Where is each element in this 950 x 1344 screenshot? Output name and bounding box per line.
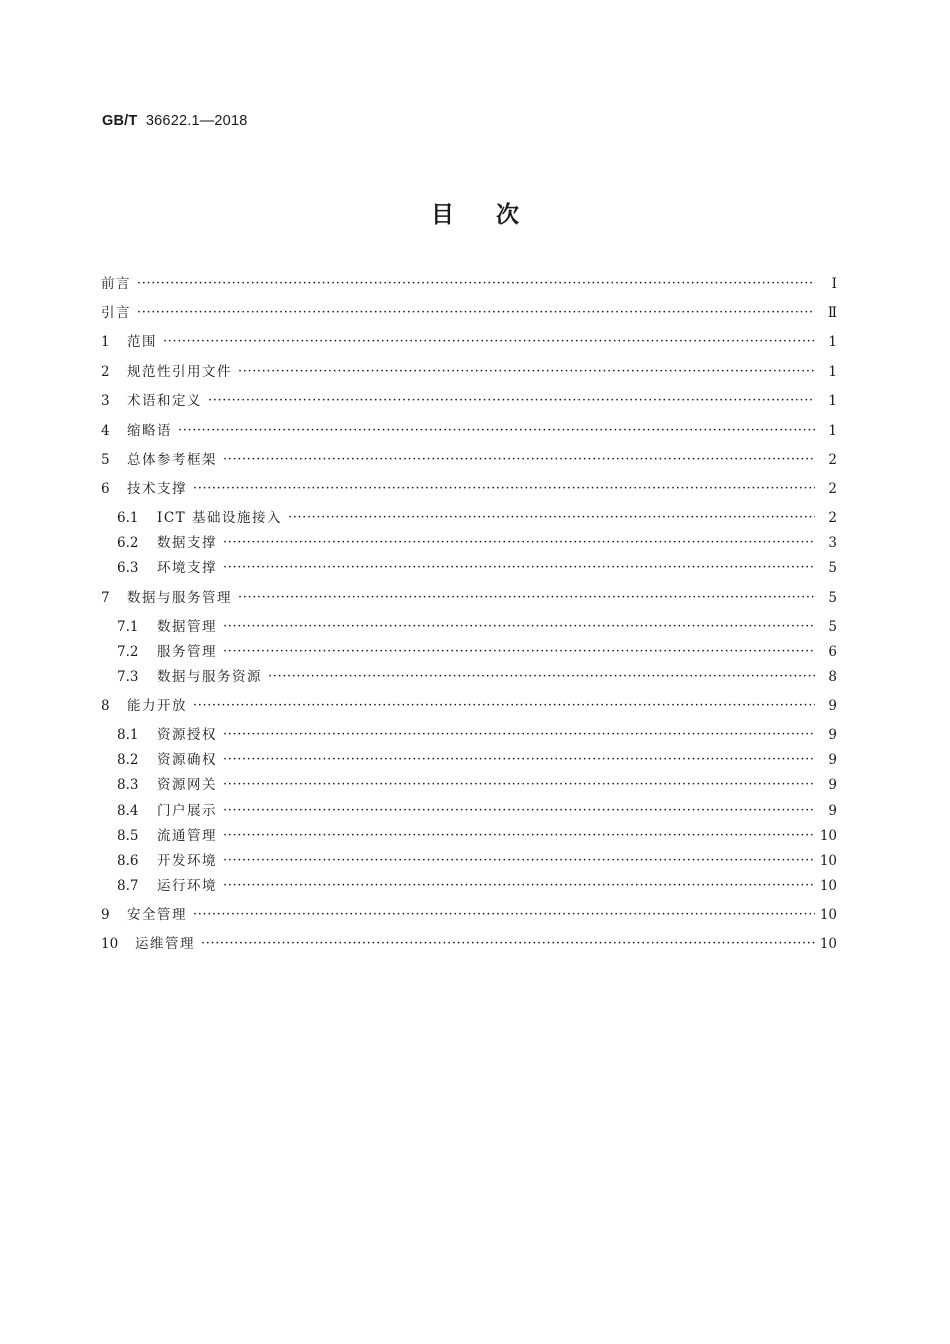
toc-entry-page: 2 <box>828 510 837 526</box>
toc-entry-label: ICT 基础设施接入 <box>157 510 282 526</box>
toc-entry-page: 10 <box>819 907 837 923</box>
toc-entry-label: 术语和定义 <box>127 393 202 409</box>
toc-entry[interactable] <box>117 724 837 746</box>
toc-entry-label: 数据支撑 <box>157 535 217 551</box>
toc-entry-label: 规范性引用文件 <box>127 364 232 380</box>
toc-leader-dots <box>238 587 815 609</box>
toc-entry[interactable] <box>101 478 837 500</box>
toc-entry-page: 5 <box>828 560 837 576</box>
toc-entry-number: 6.1 <box>117 510 139 526</box>
toc-entry-label: 资源确权 <box>157 752 217 768</box>
toc-entry[interactable] <box>101 331 837 353</box>
toc-leader-dots <box>201 933 815 955</box>
toc-entry-number: 3 <box>101 393 110 409</box>
toc-entry[interactable] <box>101 904 837 926</box>
toc-entry[interactable] <box>117 749 837 771</box>
toc-entry[interactable] <box>117 557 837 579</box>
toc-entry-label: 数据与服务资源 <box>157 669 262 685</box>
toc-entry-label: 能力开放 <box>127 698 187 714</box>
toc-leader-dots <box>223 616 815 638</box>
toc-leader-dots <box>223 875 815 897</box>
toc-entry-label: 总体参考框架 <box>127 452 217 468</box>
toc-entry-page: 1 <box>828 364 837 380</box>
toc-entry-label: 门户展示 <box>157 803 217 819</box>
toc-entry-page: 2 <box>828 481 837 497</box>
toc-leader-dots <box>137 273 815 295</box>
toc-entry-page: 9 <box>828 803 837 819</box>
toc-entry-page: 9 <box>828 727 837 743</box>
toc-leader-dots <box>223 724 815 746</box>
toc-entry[interactable] <box>117 532 837 554</box>
toc-entry-page: 8 <box>828 669 837 685</box>
toc-entry-label: 运维管理 <box>135 936 195 952</box>
toc-entry-number: 8 <box>101 698 110 714</box>
toc-entry-label: 技术支撑 <box>127 481 187 497</box>
toc-entry-label: 流通管理 <box>157 828 217 844</box>
toc-entry-number: 8.3 <box>117 777 139 793</box>
toc-entry-number: 8.6 <box>117 853 139 869</box>
toc-entry[interactable] <box>101 273 837 295</box>
toc-entry-page: 3 <box>828 535 837 551</box>
toc-leader-dots <box>193 478 815 500</box>
toc-entry[interactable] <box>101 587 837 609</box>
toc-entry-label: 资源网关 <box>157 777 217 793</box>
toc-entry-number: 5 <box>101 452 110 468</box>
toc-entry[interactable] <box>101 420 837 442</box>
toc-entry-page: 10 <box>819 828 837 844</box>
toc-leader-dots <box>223 850 815 872</box>
toc-leader-dots <box>137 302 815 324</box>
standard-number: 36622.1—2018 <box>145 113 248 129</box>
toc-leader-dots <box>178 420 815 442</box>
toc-entry[interactable] <box>101 302 837 324</box>
toc-entry-number: 6 <box>101 481 110 497</box>
toc-entry[interactable] <box>101 361 837 383</box>
toc-entry-page: 10 <box>819 878 837 894</box>
toc-entry[interactable] <box>117 875 837 897</box>
toc-entry[interactable] <box>117 800 837 822</box>
toc-entry[interactable] <box>101 390 837 412</box>
toc-leader-dots <box>223 449 815 471</box>
toc-leader-dots <box>223 800 815 822</box>
toc-entry-page: 1 <box>828 334 837 350</box>
toc-entry-label: 服务管理 <box>157 644 217 660</box>
toc-entry-page: 1 <box>828 393 837 409</box>
toc-leader-dots <box>223 641 815 663</box>
toc-entry-number: 8.7 <box>117 878 139 894</box>
standard-code <box>102 113 247 129</box>
toc-entry[interactable] <box>117 774 837 796</box>
toc-entry-label: 安全管理 <box>127 907 187 923</box>
toc-entry-label: 范围 <box>127 334 157 350</box>
toc-entry-page: Ⅱ <box>827 305 837 321</box>
toc-entry-number: 7.1 <box>117 619 139 635</box>
toc-entry[interactable] <box>117 850 837 872</box>
toc-entry[interactable] <box>117 825 837 847</box>
toc-entry[interactable] <box>101 449 837 471</box>
toc-leader-dots <box>238 361 815 383</box>
toc-entry-page: 6 <box>828 644 837 660</box>
toc-entry-label: 数据管理 <box>157 619 217 635</box>
toc-leader-dots <box>223 774 815 796</box>
toc-leader-dots <box>268 666 815 688</box>
toc-entry[interactable] <box>117 666 837 688</box>
toc-entry-page: 9 <box>828 752 837 768</box>
toc-entry-label: 开发环境 <box>157 853 217 869</box>
toc-entry-label: 数据与服务管理 <box>127 590 232 606</box>
toc-entry-label: 资源授权 <box>157 727 217 743</box>
toc-entry-label: 引言 <box>101 305 131 321</box>
toc-entry-page: 10 <box>819 936 837 952</box>
toc-entry-number: 7.2 <box>117 644 139 660</box>
toc-entry-number: 10 <box>101 936 119 952</box>
toc-leader-dots <box>223 749 815 771</box>
toc-entry-label: 环境支撑 <box>157 560 217 576</box>
toc-entry-page: 9 <box>828 698 837 714</box>
toc-entry-number: 2 <box>101 364 110 380</box>
toc-entry[interactable] <box>101 933 837 955</box>
toc-entry-page: 5 <box>828 590 837 606</box>
toc-entry-page: Ⅰ <box>831 276 837 292</box>
toc-entry-page: 1 <box>828 423 837 439</box>
toc-entry-page: 5 <box>828 619 837 635</box>
toc-leader-dots <box>193 695 815 717</box>
toc-entry-number: 9 <box>101 907 110 923</box>
standard-prefix: GB/T <box>102 113 138 129</box>
toc-entry-page: 10 <box>819 853 837 869</box>
toc-entry-number: 6.3 <box>117 560 139 576</box>
toc-leader-dots <box>288 507 815 529</box>
toc-entry-page: 2 <box>828 452 837 468</box>
toc-leader-dots <box>223 532 815 554</box>
toc-entry-number: 8.4 <box>117 803 139 819</box>
toc-leader-dots <box>208 390 815 412</box>
toc-entry-number: 8.1 <box>117 727 139 743</box>
toc-entry-number: 7 <box>101 590 110 606</box>
toc-entry[interactable] <box>117 641 837 663</box>
toc-leader-dots <box>223 557 815 579</box>
toc-entry[interactable] <box>117 507 837 529</box>
toc-entry-label: 运行环境 <box>157 878 217 894</box>
toc-entry-page: 9 <box>828 777 837 793</box>
toc-leader-dots <box>193 904 815 926</box>
toc-entry[interactable] <box>117 616 837 638</box>
toc-entry-label: 缩略语 <box>127 423 172 439</box>
toc-entry-number: 7.3 <box>117 669 139 685</box>
toc-entry-number: 8.5 <box>117 828 139 844</box>
toc-leader-dots <box>223 825 815 847</box>
toc-entry-number: 8.2 <box>117 752 139 768</box>
toc-entry-number: 4 <box>101 423 110 439</box>
toc-entry[interactable] <box>101 695 837 717</box>
toc-leader-dots <box>163 331 815 353</box>
toc-entry-label: 前言 <box>101 276 131 292</box>
toc-entry-number: 1 <box>101 334 110 350</box>
toc-entry-number: 6.2 <box>117 535 139 551</box>
toc-title: 目次 <box>431 202 561 228</box>
